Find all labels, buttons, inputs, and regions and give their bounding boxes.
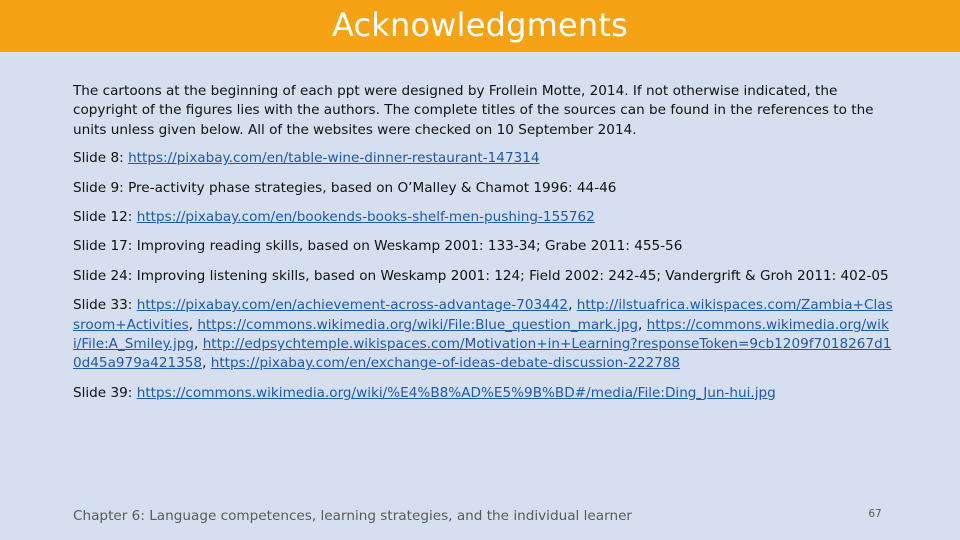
slide-label: Slide 9: — [73, 179, 124, 196]
page-title: Acknowledgments — [331, 6, 629, 44]
source-link[interactable]: https://commons.wikimedia.org/wiki/File:Blue_question_mark.jpg — [197, 316, 638, 333]
slide-label: Slide 17: — [73, 238, 133, 255]
footer-chapter-title: Chapter 6: Language competences, learning strategies, and the individual learner — [73, 508, 633, 524]
intro-paragraph: The cartoons at the beginning of each ppt were designed by Frollein Motte, 2014. If not otherwise indicated, the copyright of the figures lies with the authors. The complete titles of the sources can be found in the references to the units unless given below. All of the websites were checked on 10 September 2014. — [73, 83, 874, 138]
source-link[interactable]: https://pixabay.com/en/exchange-of-ideas-debate-discussion-222788 — [210, 355, 681, 372]
link-separator: , — [637, 316, 643, 333]
slide-label: Slide 8: — [73, 150, 124, 167]
source-link[interactable]: https://pixabay.com/en/table-wine-dinner-restaurant-147314 — [128, 150, 540, 167]
slide-entry-39 — [73, 384, 893, 403]
source-link[interactable]: https://commons.wikimedia.org/wiki/File:A_Smiley.jpg — [73, 316, 889, 353]
slide-entry-17 — [73, 237, 893, 256]
content-body — [73, 82, 893, 413]
slide-label: Slide 12: — [73, 209, 133, 226]
link-separator: , — [568, 297, 573, 314]
source-text: Improving reading skills, based on Weskamp 2001: 133-34; Grabe 2011: 455-56 — [136, 238, 683, 255]
slide-entry-33 — [73, 296, 893, 374]
slide-entry-12 — [73, 208, 893, 227]
source-text: Pre-activity phase strategies, based on O’Malley & Chamot 1996: 44-46 — [128, 179, 617, 196]
slide-entry-24 — [73, 267, 893, 286]
link-separator: , — [202, 355, 207, 372]
slide-entry-8 — [73, 149, 893, 168]
source-link[interactable]: http://edpsychtemple.wikispaces.com/Motivation+in+Learning?responseToken=9cb1209f7018267d10d45a979a421358 — [73, 336, 892, 372]
page-number: 67 — [868, 508, 882, 520]
source-text: Improving listening skills, based on Weskamp 2001: 124; Field 2002: 242-45; Vandergrift & Groh 2011: 402-05 — [136, 267, 889, 284]
link-separator: , — [188, 316, 193, 333]
source-link[interactable]: https://pixabay.com/en/bookends-books-shelf-men-pushing-155762 — [136, 209, 595, 226]
slide-label: Slide 39: — [73, 384, 133, 401]
slide-label: Slide 24: — [73, 267, 133, 284]
source-link[interactable]: https://commons.wikimedia.org/wiki/%E4%B8%AD%E5%9B%BD#/media/File:Ding_Jun-hui.jpg — [136, 384, 776, 401]
title-bar — [0, 0, 960, 52]
source-link[interactable]: https://pixabay.com/en/achievement-across-advantage-703442 — [136, 297, 569, 314]
slide-entry-9 — [73, 179, 893, 198]
slide-label: Slide 33: — [73, 297, 133, 314]
source-link[interactable]: http://ilstuafrica.wikispaces.com/Zambia+Classroom+Activities — [73, 297, 893, 333]
link-separator: , — [194, 336, 199, 353]
